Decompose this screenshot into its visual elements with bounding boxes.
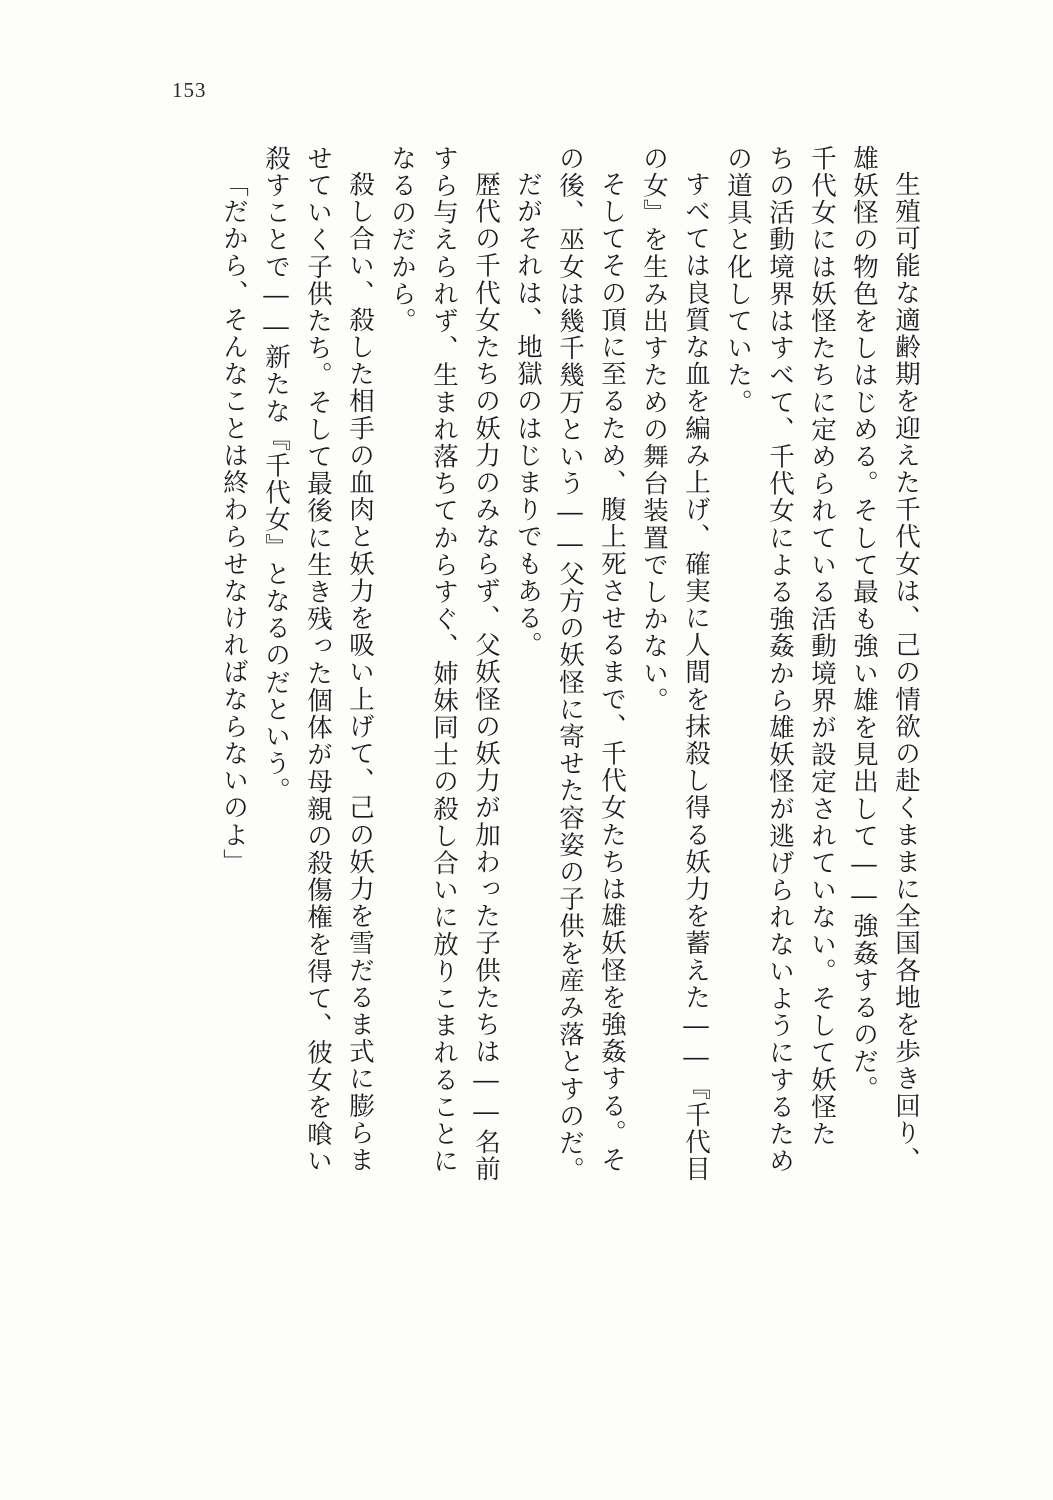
text-line: の道具と化していた。 — [723, 145, 753, 416]
text-line: なるのだから。 — [387, 145, 417, 335]
page-number: 153 — [172, 78, 207, 102]
text-line: の女』を生み出すための舞台装置でしかない。 — [639, 145, 669, 715]
text-line: 殺し合い、殺した相手の血肉と妖力を吸い上げて、己の妖力を雪だるま式に膨らま — [345, 171, 375, 1174]
text-line: の後、巫女は幾千幾万という――父方の妖怪に寄せた容姿の子供を産み落とすのだ。 — [555, 145, 585, 1184]
text-line: 雄妖怪の物色をしはじめる。そして最も強い雄を見出して――強姦するのだ。 — [849, 145, 879, 1103]
text-line: そしてその頂に至るため、腹上死させるまで、千代女たちは雄妖怪を強姦する。そ — [597, 171, 627, 1174]
text-line: ちの活動境界はすべて、千代女による強姦から雄妖怪が逃げられないようにするため — [765, 145, 795, 1175]
text-line: 歴代の千代女たちの妖力のみならず、父妖怪の妖力が加わった子供たちは――名前 — [471, 171, 501, 1183]
text-line: だがそれは、地獄のはじまりでもある。 — [513, 171, 543, 659]
text-line: 殺すことで――新たな『千代女』となるのだという。 — [261, 145, 291, 805]
text-line: 生殖可能な適齢期を迎えた千代女は、己の情欲の赴くままに全国各地を歩き回り、 — [891, 171, 921, 1174]
body-text-block — [128, 145, 921, 1375]
text-line: 千代女には妖怪たちに定められている活動境界が設定されていない。そして妖怪た — [807, 145, 837, 1148]
text-line: 「だから、そんなことは終わらせなければならないのよ」 — [219, 171, 249, 876]
text-line: すべては良質な血を編み上げ、確実に人間を抹殺し得る妖力を蓄えた――『千代目 — [681, 171, 711, 1183]
text-line: すら与えられず、生まれ落ちてからすぐ、姉妹同士の殺し合いに放りこまれることに — [429, 145, 459, 1175]
text-line: せていく子供たち。そして最後に生き残った個体が母親の殺傷権を得て、彼女を喰い — [303, 145, 333, 1175]
